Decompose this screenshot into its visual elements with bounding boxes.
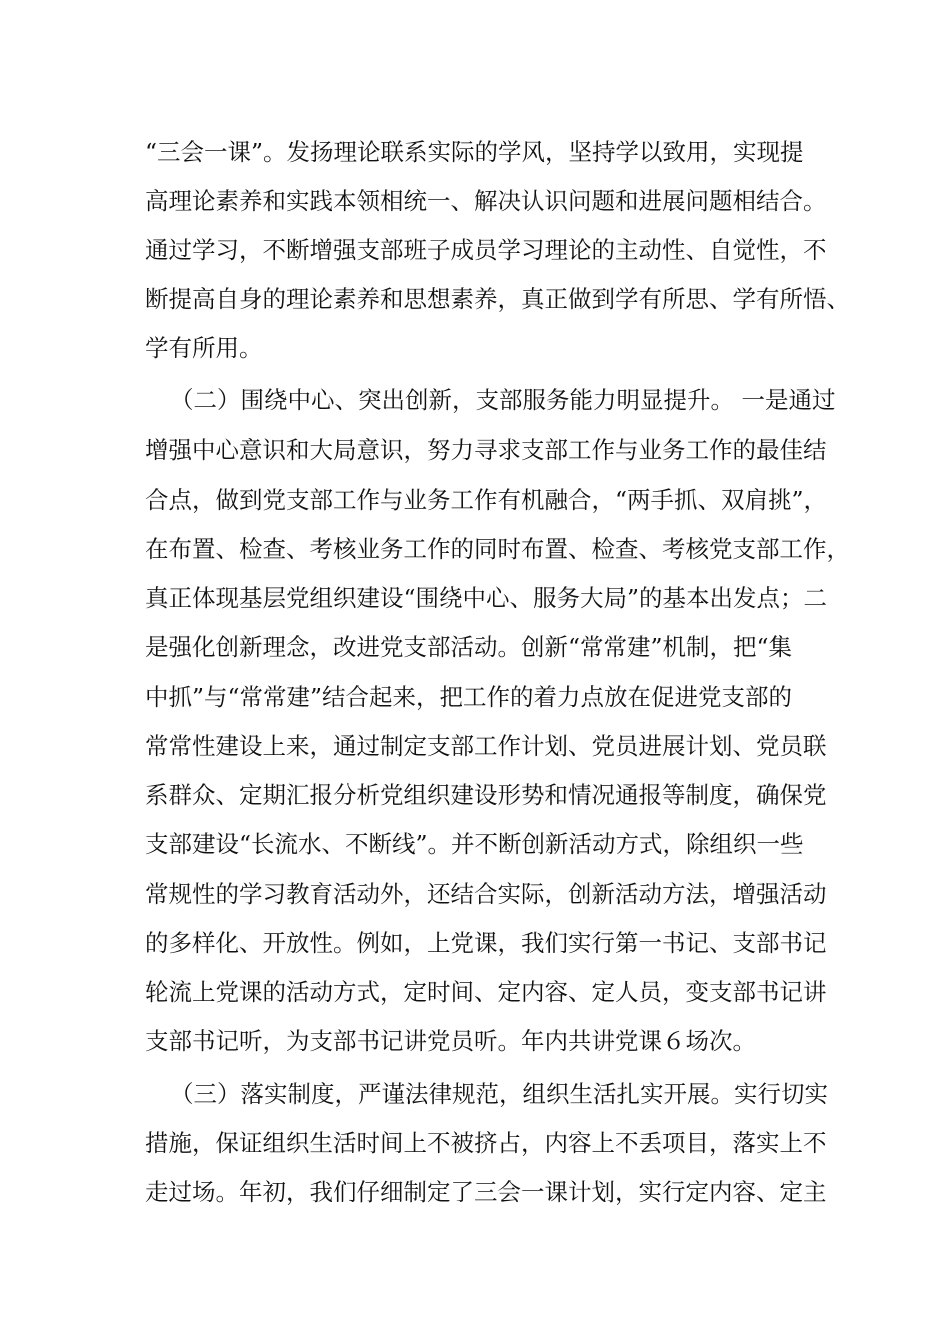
text-line: “三会一课”。发扬理论联系实际的学风，坚持学以致用，实现提 (145, 138, 804, 166)
text-line: 断提高自身的理论素养和思想素养，真正做到学有所思、学有所悟、 (145, 285, 850, 313)
text-line: 措施，保证组织生活时间上不被挤占，内容上不丢项目，落实上不 (145, 1129, 827, 1157)
text-line: 走过场。年初，我们仔细制定了三会一课计划，实行定内容、定主 (145, 1178, 827, 1206)
text-line: 真正体现基层党组织建设“围绕中心、服务大局”的基本出发点；二 (145, 584, 828, 612)
text-line: （二）围绕中心、突出创新，支部服务能力明显提升。 一是通过 (170, 386, 836, 414)
text-line: 常常性建设上来，通过制定支部工作计划、党员进展计划、党员联 (145, 732, 827, 760)
text-line: 中抓”与“常常建”结合起来，把工作的着力点放在促进党支部的 (145, 683, 793, 711)
text-line: 常规性的学习教育活动外，还结合实际，创新活动方法，增强活动 (145, 880, 827, 908)
text-line: 学有所用。 (145, 334, 263, 362)
text-line: 通过学习，不断增强支部班子成员学习理论的主动性、自觉性，不 (145, 236, 827, 264)
text-line: （三）落实制度，严谨法律规范，组织生活扎实开展。实行切实 (170, 1080, 828, 1108)
text-line: 轮流上党课的活动方式，定时间、定内容、定人员，变支部书记讲 (145, 978, 827, 1006)
text-line: 合点，做到党支部工作与业务工作有机融合，“两手抓、双肩挑”， (145, 486, 828, 514)
text-line: 增强中心意识和大局意识，努力寻求支部工作与业务工作的最佳结 (145, 436, 827, 464)
text-line: 的多样化、开放性。例如，上党课，我们实行第一书记、支部书记 (145, 929, 827, 957)
text-line: 系群众、定期汇报分析党组织建设形势和情况通报等制度，确保党 (145, 781, 827, 809)
text-line: 高理论素养和实践本领相统一、解决认识问题和进展问题相结合。 (145, 187, 827, 215)
text-line: 是强化创新理念，改进党支部活动。创新“常常建”机制，把“集 (145, 633, 793, 661)
text-line: 支部书记听，为支部书记讲党员听。年内共讲党课６场次。 (145, 1027, 756, 1055)
text-line: 支部建设“长流水、不断线”。并不断创新活动方式，除组织一些 (145, 830, 804, 858)
text-line: 在布置、检查、考核业务工作的同时布置、检查、考核党支部工作， (145, 535, 850, 563)
